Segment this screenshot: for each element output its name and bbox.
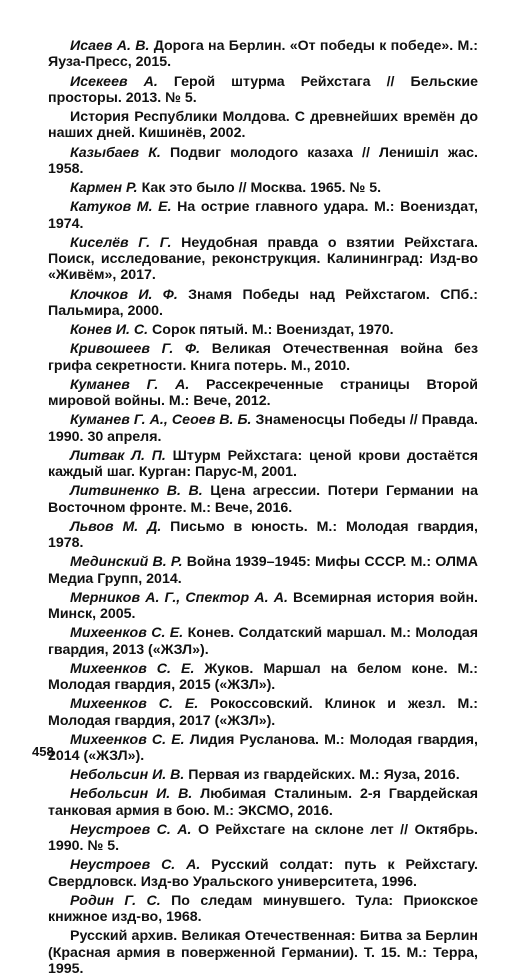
entry-text: Лидия Русланова. М.: Молодая гвардия, 2014 («ЖЗЛ»). [48, 731, 478, 764]
entry-text: Русский солдат: путь к Рейхстагу. Свердловск. Изд-во Уральского университета, 1996. [48, 857, 478, 890]
entry-author: Мединский В. Р. [70, 554, 183, 571]
entry-text: Жуков. Маршал на белом коне. М.: Молодая гвардия, 2015 («ЖЗЛ»). [48, 660, 478, 693]
bibliography-entry [48, 519, 478, 552]
entry-author: Неустроев С. А. [70, 857, 201, 874]
entry-author: Исекеев А. [70, 73, 158, 90]
bibliography-entry [48, 857, 478, 890]
entry-author: Куманев Г. А. [70, 376, 190, 393]
entry-author: Мерников А. Г., Спектор А. А. [70, 589, 288, 606]
entry-author: Казыбаев К. [70, 144, 161, 161]
entry-text: Всемирная история войн. Минск, 2005. [48, 589, 478, 622]
bibliography-entry [48, 822, 478, 855]
entry-author: Михеенков С. Е. [70, 625, 184, 642]
entry-text: Подвиг молодого казаха // Ленишіл жас. 1958. [48, 144, 478, 177]
bibliography-entry [48, 483, 478, 516]
bibliography-entry [48, 235, 478, 284]
entry-text: По следам минувшего. Тула: Приокское книжное изд-во, 1968. [48, 892, 478, 926]
entry-text: Знамя Победы над Рейхстагом. СПб.: Пальмира, 2000. [48, 286, 478, 319]
bibliography-entry [48, 661, 478, 694]
entry-author: Михеенков С. Е. [70, 696, 199, 713]
entry-author: Небольсин И. В. [70, 767, 185, 784]
entry-author: Кармен Р. [70, 180, 138, 196]
bibliography-entry [48, 590, 478, 623]
bibliography-entry [48, 412, 478, 445]
entry-author: Михеенков С. Е. [70, 731, 185, 748]
entry-author: Куманев Г. А., Сеоев В. Б. [70, 412, 252, 429]
bibliography-entry [48, 287, 478, 320]
bibliography-entry [48, 322, 478, 338]
entry-author: Исаев А. В. [70, 38, 150, 54]
entry-text: Штурм Рейхстага: ценой крови достаётся каждый шаг. Курган: Парус-М, 2001. [48, 447, 479, 480]
entry-author: Клочков И. Ф. [70, 286, 178, 303]
entry-text: Письмо в юность. М.: Молодая гвардия, 1978. [48, 518, 478, 551]
entry-text: Рокоссовский. Клинок и жезл. М.: Молодая гвардия, 2017 («ЖЗЛ»). [48, 696, 478, 729]
entry-text: Как это было // Москва. 1965. № 5. [137, 180, 382, 196]
entry-text: Дорога на Берлин. «От победы к победе». М.: Яуза-Пресс, 2015. [48, 38, 478, 71]
entry-author: Конев И. С. [70, 322, 149, 338]
entry-text: Рассекреченные страницы Второй мировой войны. М.: Вече, 2012. [48, 376, 478, 409]
bibliography-entry [48, 625, 478, 658]
entry-text: Цена агрессии. Потери Германии на Восточном фронте. М.: Вече, 2016. [48, 483, 478, 516]
entry-author: Родин Г. С. [70, 892, 161, 909]
bibliography-entry [48, 199, 478, 232]
entry-author: Небольсин И. В. [70, 786, 193, 803]
page-number: 458 [32, 744, 54, 759]
entry-author: Катуков М. Е. [70, 199, 172, 216]
bibliography-list [48, 38, 478, 980]
entry-text: Сорок пятый. М.: Воениздат, 1970. [148, 322, 394, 338]
entry-text: На острие главного удара. М.: Воениздат, 1974. [48, 199, 478, 232]
bibliography-entry [48, 893, 478, 926]
entry-author: Неустроев С. А. [70, 821, 192, 838]
entry-author: Киселёв Г. Г. [70, 234, 172, 251]
entry-text: Знаменосцы Победы // Правда. 1990. 30 апреля. [48, 412, 478, 445]
bibliography-entry [48, 109, 478, 142]
entry-text: Неудобная правда о взятии Рейхстага. Поиск, исследование, реконструкция. Калининград: Изд-во «Живём», 2017. [48, 234, 479, 284]
entry-text: История Республики Молдова. С древнейших времён до наших дней. Кишинёв, 2002. [48, 109, 478, 142]
entry-author: Литвак Л. П. [70, 447, 166, 464]
entry-text: Конев. Солдатский маршал. М.: Молодая гвардия, 2013 («ЖЗЛ»). [48, 625, 479, 658]
entry-text: Любимая Сталиным. 2-я Гвардейская танковая армия в бою. М.: ЭКСМО, 2016. [48, 786, 479, 819]
entry-text: Герой штурма Рейхстага // Бельские просторы. 2013. № 5. [48, 73, 478, 106]
entry-text: О Рейхстаге на склоне лет // Октябрь. 1990. № 5. [48, 821, 478, 855]
entry-text: Война 1939–1945: Мифы СССР. М.: ОЛМА Медиа Групп, 2014. [48, 554, 478, 587]
entry-author: Кривошеев Г. Ф. [70, 341, 201, 358]
bibliography-entry [48, 696, 478, 729]
bibliography-entry [48, 786, 478, 819]
entry-text: Великая Отечественная война без грифа секретности. Книга потерь. М., 2010. [48, 341, 478, 374]
bibliography-entry [48, 732, 478, 765]
entry-text: Первая из гвардейских. М.: Яуза, 2016. [184, 767, 460, 784]
bibliography-entry [48, 341, 478, 374]
entry-author: Литвиненко В. В. [70, 483, 203, 500]
bibliography-entry [48, 928, 478, 977]
bibliography-entry [48, 38, 478, 71]
entry-author: Михеенков С. Е. [70, 660, 195, 677]
bibliography-entry [48, 448, 478, 481]
bibliography-entry [48, 554, 478, 587]
entry-text: Русский архив. Великая Отечественная: Битва за Берлин (Красная армия в поверженной Германии). Т. 15. М.: Терра, 1995. [48, 928, 478, 977]
bibliography-entry [48, 180, 478, 196]
bibliography-entry [48, 767, 478, 783]
bibliography-entry [48, 74, 478, 107]
bibliography-entry [48, 377, 478, 410]
bibliography-entry [48, 145, 478, 178]
entry-author: Львов М. Д. [70, 518, 162, 535]
